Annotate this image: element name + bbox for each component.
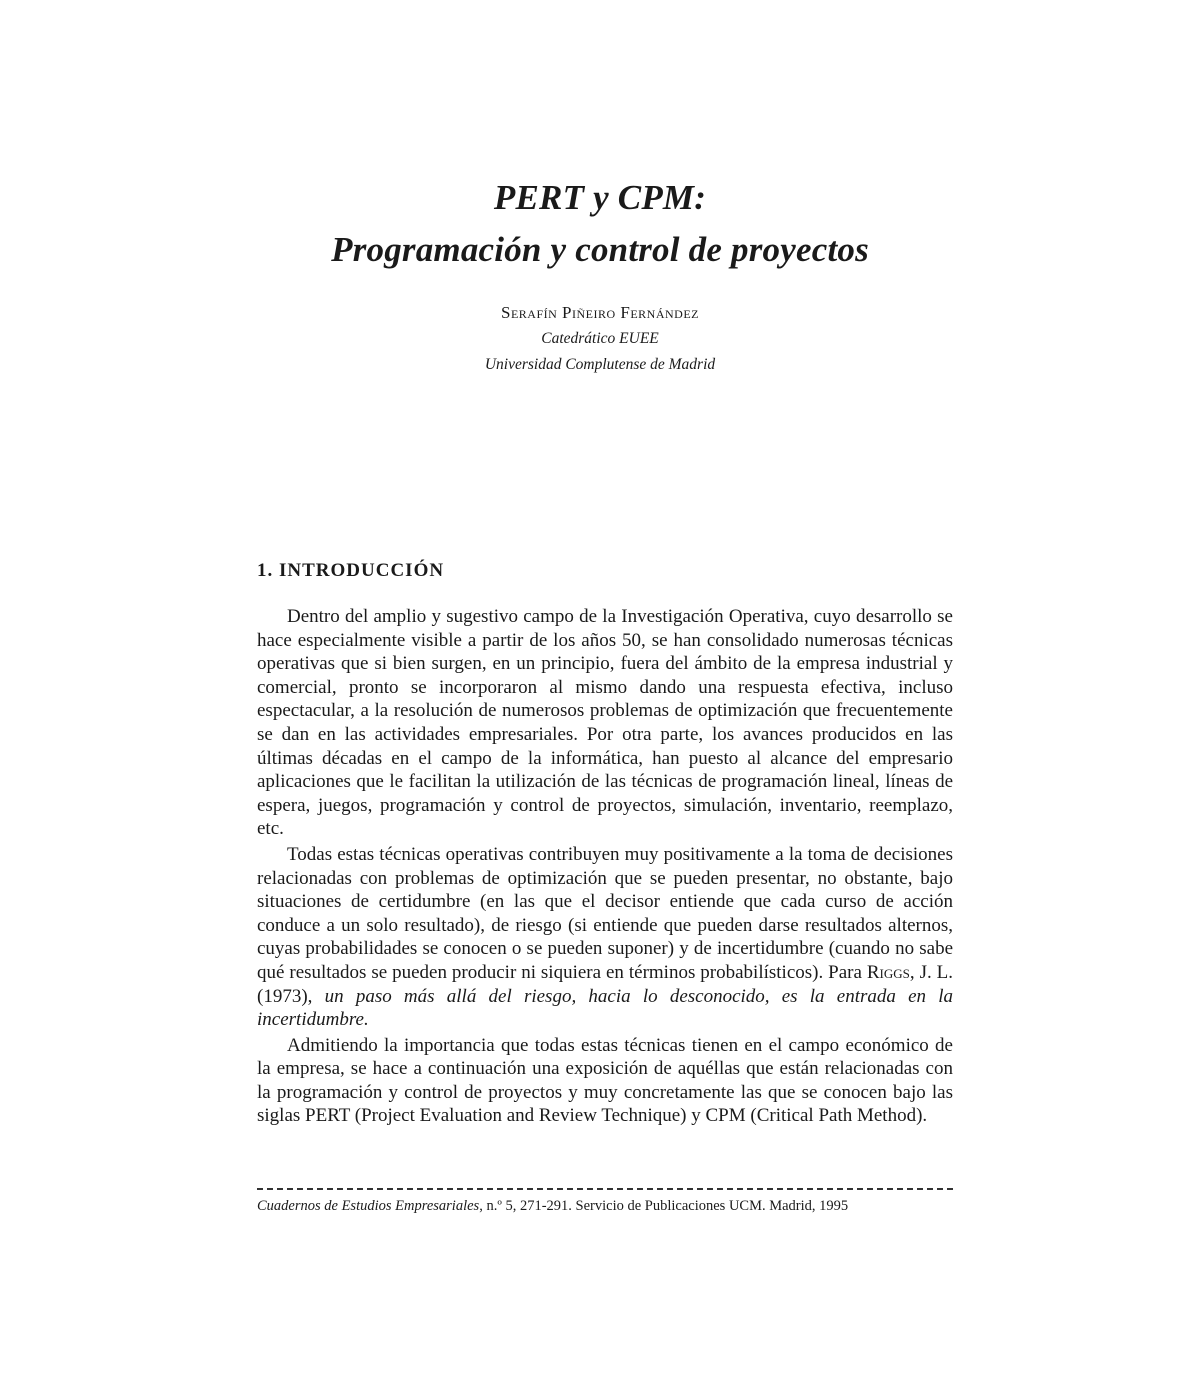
author-position: Catedrático EUEE: [541, 330, 659, 347]
body-text: [257, 605, 953, 1130]
footnote-divider: [257, 1188, 953, 1190]
paragraph-2: [257, 843, 953, 1032]
citation-author: Riggs: [866, 961, 910, 983]
citation-quote: un paso más allá del riesgo, hacia lo desconocido, es la entrada en la incertidumbre.: [257, 985, 954, 1031]
footnote-details: , n.º 5, 271-291. Servicio de Publicaciones UCM. Madrid, 1995: [479, 1198, 849, 1214]
title-block: [0, 172, 1200, 276]
section-heading: 1. INTRODUCCIÓN: [257, 560, 445, 581]
title-line-1: PERT y CPM:: [493, 178, 707, 217]
author-block: [0, 300, 1200, 378]
citation-year: , J. L. (1973),: [257, 961, 954, 1007]
author-name: Serafín Piñeiro Fernández: [500, 303, 700, 322]
footnote-journal: Cuadernos de Estudios Empresariales: [257, 1198, 480, 1214]
footnote: [257, 1196, 953, 1216]
paragraph-2-text: Todas estas técnicas operativas contribuyen muy positivamente a la toma de decisiones relacionadas con problemas de optimización que se pueden presentar, no obstante, bajo situaciones de certidumbre (en las que el decisor entiende que cada curso de acción conduce a un solo resultado), de riesgo (si entiende que pueden darse resultados alternos, cuyas probabilidades se conocen o se pueden suponer) y de incertidumbre (cuando no sabe qué resultados se pueden producir ni siquiera en términos probabilísticos). Para: [257, 843, 953, 983]
paragraph-1: Dentro del amplio y sugestivo campo de la Investigación Operativa, cuyo desarrollo se hace especialmente visible a partir de los años 50, se han consolidado numerosas técnicas operativas que si bien surgen, en un principio, fuera del ámbito de la empresa industrial y comercial, pronto se incorporaron al mismo dando una respuesta efectiva, incluso espectacular, a la resolución de numerosos problemas de optimización que frecuentemente se dan en las actividades empresariales. Por otra parte, los avances producidos en las últimas décadas en el campo de la informática, han puesto al alcance del empresario aplicaciones que le facilitan la utilización de las técnicas de programación lineal, líneas de espera, juegos, programación y control de proyectos, simulación, inventario, reemplazo, etc.: [257, 606, 953, 840]
title-line-2: Programación y control de proyectos: [331, 230, 869, 269]
author-institution: Universidad Complutense de Madrid: [484, 356, 716, 373]
paragraph-3: Admitiendo la importancia que todas estas técnicas tienen en el campo económico de la empresa, se hace a continuación una exposición de aquéllas que están relacionadas con la programación y control de proyectos y muy concretamente las que se conocen bajo las siglas PERT (Project Evaluation and Review Technique) y CPM (Critical Path Method).: [257, 1034, 953, 1127]
